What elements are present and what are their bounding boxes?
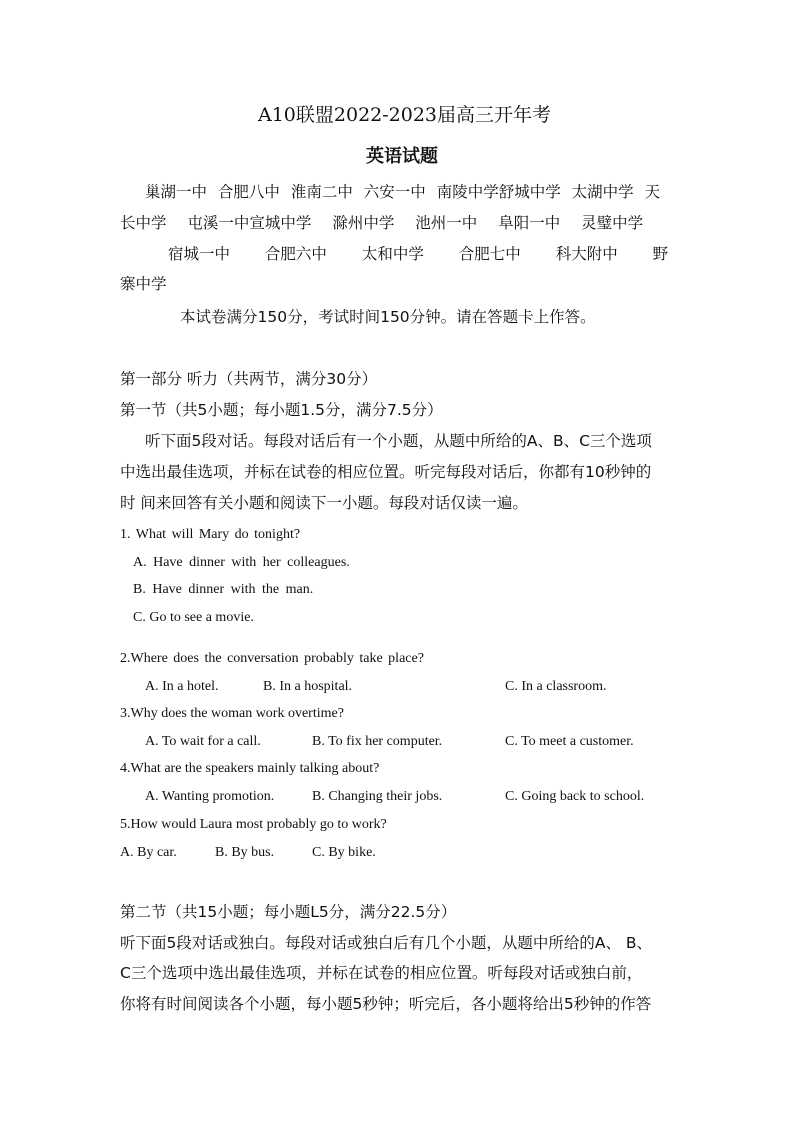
question-1-option-a: A. Have dinner with her colleagues. (133, 555, 350, 570)
section2-instruction-3: 你将有时间阅读各个小题，每小题5秒钟；听完后，各小题将给出5秒钟的作答 (120, 995, 652, 1013)
section1-instruction-3: 时 间来回答有关小题和阅读下一小题。每段对话仅读一遍。 (120, 494, 528, 512)
question-5-option-c: C. By bike. (312, 845, 376, 860)
question-1-option-c: C. Go to see a movie. (133, 610, 254, 625)
section1-instruction-2: 中选出最佳选项，并标在试卷的相应位置。听完每段对话后，你都有10秒钟的 (120, 463, 652, 481)
question-3-option-c: C. To meet a customer. (505, 734, 634, 749)
section2-instruction-2: C三个选项中选出最佳选项，并标在试卷的相应位置。听每段对话或独白前， (120, 964, 643, 982)
exam-title: A10联盟2022-2023届高三开年考 (258, 104, 552, 126)
question-5-stem: 5.How would Laura most probably go to work? (120, 817, 387, 832)
question-1-stem: 1. What will Mary do tonight? (120, 527, 301, 542)
question-4-stem: 4.What are the speakers mainly talking about? (120, 761, 380, 776)
school-list-line-3: 宿城一中 合肥六中 太和中学 合肥七中 科大附中 野 (168, 245, 669, 263)
part1-heading: 第一部分 听力（共两节，满分30分） (120, 370, 378, 388)
question-2-option-c: C. In a classroom. (505, 679, 607, 694)
exam-subtitle: 英语试题 (366, 146, 438, 167)
school-list-line-4: 寨中学 (120, 275, 167, 293)
question-3-option-a: A. To wait for a call. (145, 734, 261, 749)
question-2-option-a: A. In a hotel. (145, 679, 219, 694)
exam-note: 本试卷满分150分，考试时间150分钟。请在答题卡上作答。 (180, 308, 596, 326)
question-3-option-b: B. To fix her computer. (312, 734, 443, 749)
question-4-option-b: B. Changing their jobs. (312, 789, 443, 804)
question-5-option-b: B. By bus. (215, 845, 275, 860)
question-1-option-b: B. Have dinner with the man. (133, 582, 314, 597)
section1-heading: 第一节（共5小题；每小题1.5分，满分7.5分） (120, 401, 443, 419)
question-2-option-b: B. In a hospital. (263, 679, 353, 694)
school-list-line-1: 巢湖一中 合肥八中 淮南二中 六安一中 南陵中学舒城中学 太湖中学 天 (145, 183, 661, 201)
section2-heading: 第二节（共15小题；每小题L5分，满分22.5分） (120, 903, 457, 921)
section1-instruction-1: 听下面5段对话。每段对话后有一个小题，从题中所给的A、B、C三个选项 (145, 432, 652, 450)
question-4-option-c: C. Going back to school. (505, 789, 645, 804)
question-3-stem: 3.Why does the woman work overtime? (120, 706, 344, 721)
school-list-line-2: 长中学 屯溪一中宣城中学 滁州中学 池州一中 阜阳一中 灵璧中学 (120, 214, 644, 232)
section2-instruction-1: 听下面5段对话或独白。每段对话或独白后有几个小题，从题中所给的A、 B、 (120, 934, 653, 952)
question-2-stem: 2.Where does the conversation probably take place? (120, 651, 424, 666)
question-4-option-a: A. Wanting promotion. (145, 789, 275, 804)
question-5-option-a: A. By car. (120, 845, 177, 860)
